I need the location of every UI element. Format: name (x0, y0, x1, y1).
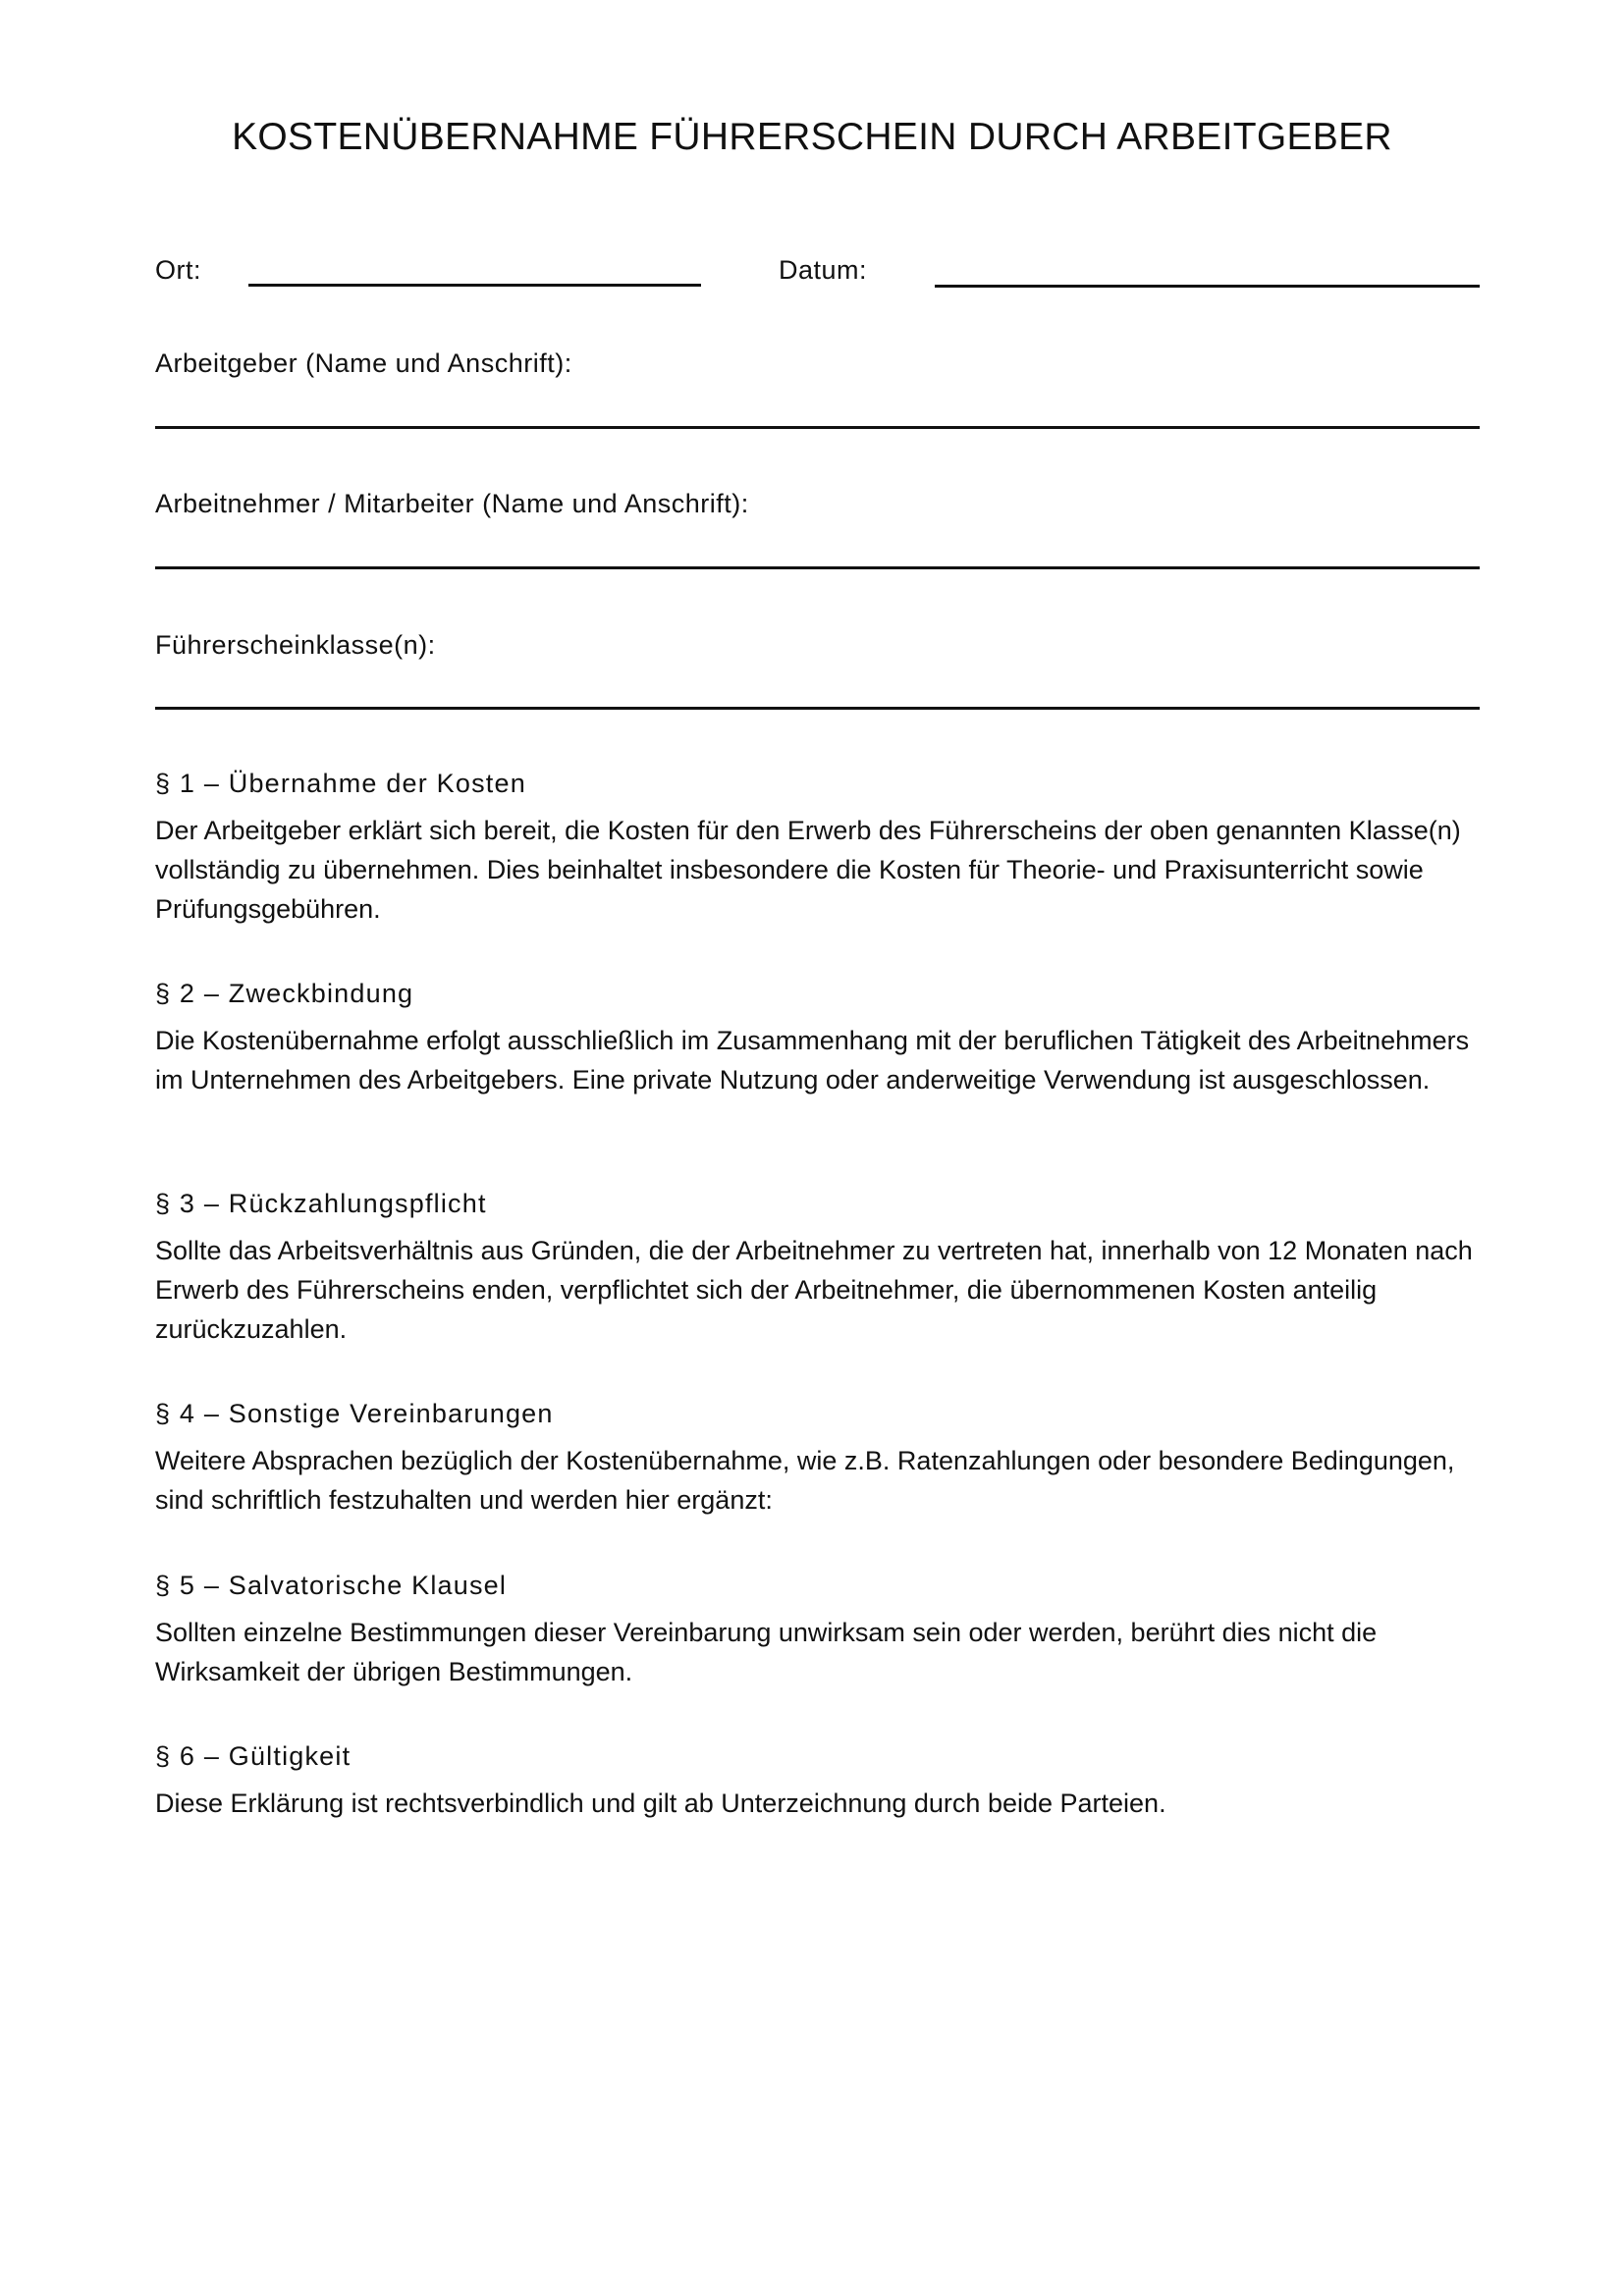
section-heading: § 1 – Übernahme der Kosten (155, 769, 526, 798)
section-2 (155, 976, 1490, 1099)
section-heading: § 5 – Salvatorische Klausel (155, 1571, 508, 1600)
place-label: Ort: (155, 255, 201, 285)
date-line[interactable] (935, 285, 1480, 288)
section-heading: § 2 – Zweckbindung (155, 979, 414, 1008)
document-title: KOSTENÜBERNAHME FÜHRERSCHEIN DURCH ARBEITGEBER (232, 116, 1392, 158)
section-heading: § 3 – Rückzahlungspflicht (155, 1189, 487, 1218)
section-body: Diese Erklärung ist rechtsverbindlich und gilt ab Unterzeichnung durch beide Parteien. (155, 1789, 1166, 1818)
section-3 (155, 1186, 1490, 1349)
section-body: Sollten einzelne Bestimmungen dieser Vereinbarung unwirksam sein oder werden, berührt dies nicht die Wirksamkeit der übrigen Bestimmungen. (155, 1618, 1378, 1686)
section-heading: § 4 – Sonstige Vereinbarungen (155, 1399, 554, 1428)
section-1 (155, 766, 1490, 929)
license-class-line[interactable] (155, 707, 1480, 710)
section-4 (155, 1396, 1490, 1520)
section-6 (155, 1738, 1490, 1823)
license-class-label: Führerscheinklasse(n): (155, 630, 436, 660)
employer-line[interactable] (155, 426, 1480, 429)
section-body: Weitere Absprachen bezüglich der Kostenübernahme, wie z.B. Ratenzahlungen oder besondere Bedingungen, sind schriftlich festzuhalten und werden hier ergänzt: (155, 1446, 1455, 1515)
date-label: Datum: (779, 255, 868, 285)
employer-label: Arbeitgeber (Name und Anschrift): (155, 348, 572, 378)
employee-line[interactable] (155, 566, 1480, 569)
section-5 (155, 1568, 1490, 1691)
place-line[interactable] (248, 284, 701, 287)
section-body: Die Kostenübernahme erfolgt ausschließlich im Zusammenhang mit der beruflichen Tätigkeit des Arbeitnehmers im Unternehmen des Arbeitgebers. Eine private Nutzung oder anderweitige Verwendung ist ausgeschlossen. (155, 1026, 1470, 1095)
section-body: Der Arbeitgeber erklärt sich bereit, die Kosten für den Erwerb des Führerscheins der oben genannten Klasse(n) vollständig zu übernehmen. Dies beinhaltet insbesondere die Kosten für Theorie- und Praxisunterricht sowie Prüfungsgebühren. (155, 816, 1461, 924)
section-body: Sollte das Arbeitsverhältnis aus Gründen, die der Arbeitnehmer zu vertreten hat, innerhalb von 12 Monaten nach Erwerb des Führerscheins enden, verpflichtet sich der Arbeitnehmer, die übernommenen Kosten anteilig zurückzuzahlen. (155, 1236, 1473, 1344)
employee-label: Arbeitnehmer / Mitarbeiter (Name und Anschrift): (155, 489, 749, 518)
section-heading: § 6 – Gültigkeit (155, 1741, 352, 1771)
